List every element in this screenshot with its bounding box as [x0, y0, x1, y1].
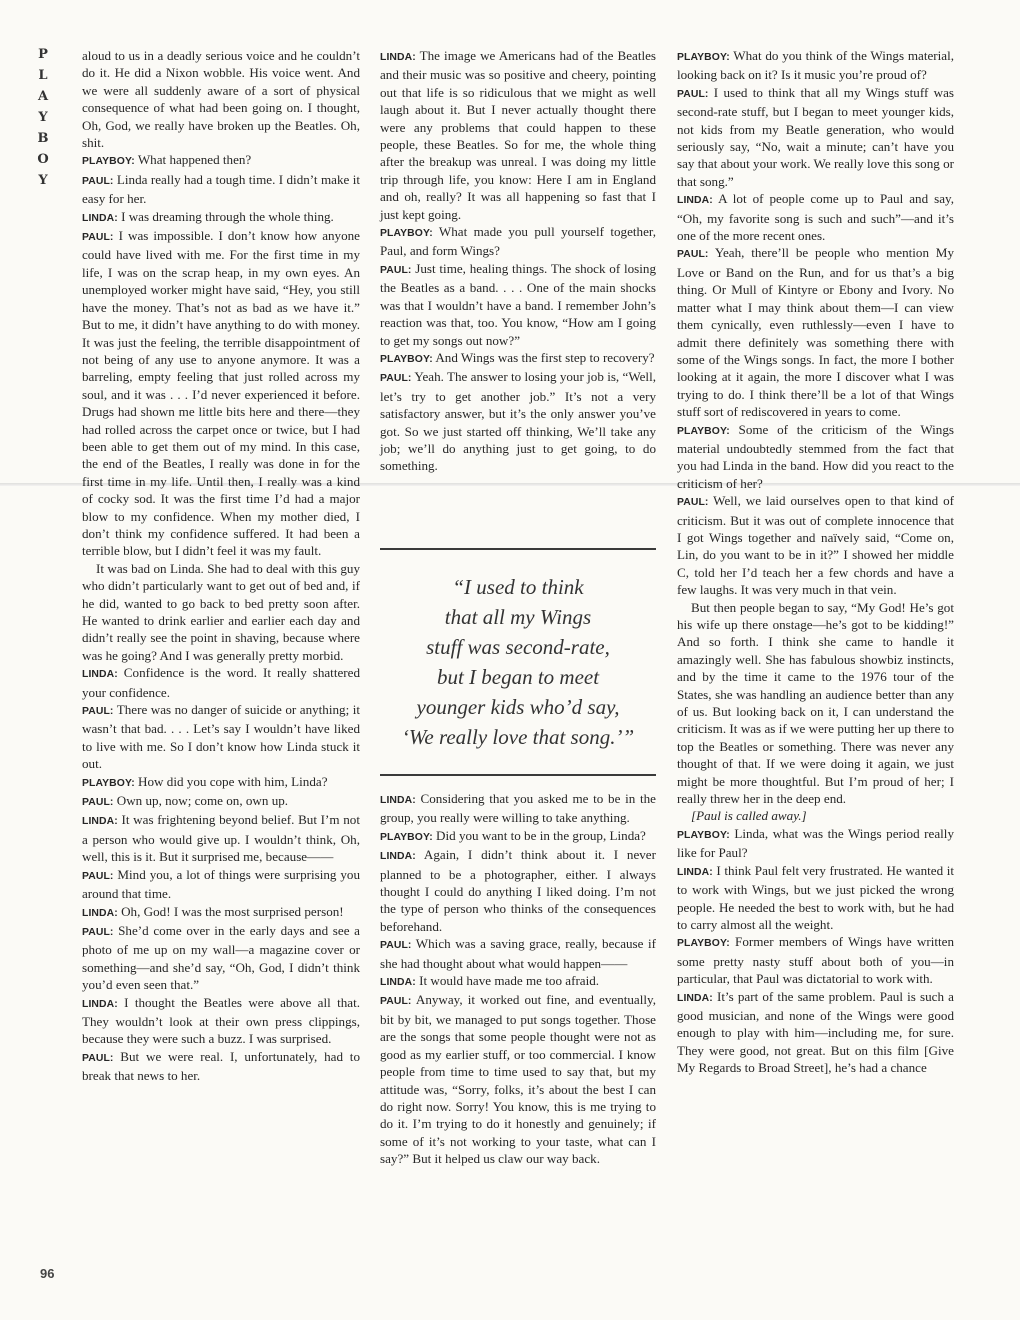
paragraph-text: There was no danger of suicide or anything; it wasn’t that bad. . . . Let’s say I wouldn’t have liked to live with me. So I don’t know how Linda stuck it out.	[82, 702, 360, 772]
paragraph-text: It’s part of the same problem. Paul is such a good musician, and none of the Wings were good enough to play with him—including me, for sure. They were good, not great. But on this film [Give My Regards to Broad Street], he’s had a chance	[677, 988, 954, 1076]
interview-paragraph	[380, 790, 656, 827]
column-2-top	[380, 47, 656, 475]
speaker-label: PAUL:	[82, 870, 114, 882]
interview-paragraph	[82, 208, 360, 227]
paragraph-text: I was dreaming through the whole thing.	[121, 208, 334, 224]
paragraph-text: Former members of Wings have written some pretty nasty stuff about both of you—in particular, that Paul was dictatorial to work with.	[677, 934, 954, 987]
paragraph-text: The image we Americans had of the Beatles and their music was so positive and cheery, pointing out that life is so ridiculous that we might as well laugh about it. But I never actually thought there were any problems that could happen to these people, these Beatles. So for me, the whole thing after the breakup was unreal. I was doing my little trip through life, you know: Here I am in England and oh, really? It was all happening so fast that I just kept going.	[380, 48, 656, 222]
paragraph-text: Confidence is the word. It really shattered your confidence.	[82, 665, 360, 700]
interview-paragraph	[82, 560, 360, 664]
interview-paragraph	[677, 244, 954, 420]
speaker-label: LINDA:	[677, 866, 713, 878]
speaker-label: PLAYBOY:	[380, 831, 433, 843]
interview-paragraph	[380, 260, 656, 349]
speaker-label: PAUL:	[82, 797, 114, 809]
paragraph-text: [Paul is called away.]	[691, 808, 807, 824]
column-1	[82, 47, 360, 1085]
interview-paragraph	[82, 151, 360, 170]
paragraph-text: Yeah. The answer to losing your job is, “Well, let’s try to get another job.” It’s not a very satisfactory answer, but it’s the only answer you’ve got. So we just started off thinking, We’ll take any job; we’ll do anything just to get going, to do something.	[380, 369, 656, 474]
interview-paragraph	[380, 349, 656, 368]
paragraph-text: I thought the Beatles were above all that. They wouldn’t look at their own press clippings, because they were such a buzz. I was surprised.	[82, 994, 360, 1047]
paragraph-text: It would have made me too afraid.	[419, 973, 600, 989]
pull-quote	[380, 548, 656, 776]
speaker-label: PAUL:	[380, 264, 412, 276]
interview-paragraph	[380, 935, 656, 972]
interview-paragraph	[380, 827, 656, 846]
interview-paragraph	[677, 84, 954, 190]
paragraph-text: I think Paul felt very frustrated. He wanted it to work with Wings, but we just picked the wrong people. He needed the best to work with, but he had to carry almost all the weight.	[677, 862, 954, 932]
speaker-label: PLAYBOY:	[82, 156, 135, 168]
interview-paragraph	[677, 933, 954, 987]
magazine-name-letter: A	[37, 89, 49, 104]
pull-quote-line: “I used to think	[452, 575, 584, 599]
speaker-label: LINDA:	[380, 851, 416, 863]
pull-quote-line: but I began to meet	[436, 665, 600, 689]
paragraph-text: Linda, what was the Wings period really like for Paul?	[677, 825, 954, 861]
paragraph-text: Own up, now; come on, own up.	[116, 793, 289, 809]
interview-paragraph	[82, 664, 360, 701]
speaker-label: LINDA:	[82, 907, 118, 919]
paragraph-text: Did you want to be in the group, Linda?	[436, 827, 646, 843]
interview-paragraph	[677, 599, 954, 808]
paragraph-text: A lot of people come up to Paul and say, “Oh, my favorite song is such and such”—and it’s one of the more recent ones.	[677, 191, 954, 244]
interview-paragraph	[677, 492, 954, 598]
paragraph-text: What made you pull yourself together, Paul, and form Wings?	[380, 224, 656, 259]
speaker-label: PAUL:	[82, 1052, 114, 1064]
paragraph-text: Linda really had a tough time. I didn’t make it easy for her.	[82, 171, 360, 207]
magazine-name-letter: Y	[38, 173, 48, 188]
pull-quote-line: ‘We really love that song.’”	[401, 725, 635, 749]
paragraph-text: aloud to us in a deadly serious voice and he couldn’t do it. He did a Nixon wobble. His voice went. And we were all suddenly aware of a sort of physical consequence of what had been going on. I thought, Oh, God, we really have broken up the Beatles. Oh, shit.	[82, 48, 360, 151]
paragraph-text: What happened then?	[137, 152, 252, 168]
interview-paragraph	[82, 811, 360, 865]
interview-paragraph	[82, 227, 360, 560]
speaker-label: PLAYBOY:	[677, 425, 730, 437]
paragraph-text: She’d come over in the early days and see a photo of me up on my wall—a magazine cover or something—and she’d say, “Oh, God, I didn’t think you’d even seen that.”	[82, 922, 360, 993]
speaker-label: PAUL:	[677, 88, 709, 100]
interview-paragraph	[380, 972, 656, 991]
magazine-name-letter: Y	[38, 110, 48, 125]
interview-paragraph	[82, 171, 360, 208]
speaker-label: PAUL:	[380, 996, 412, 1008]
paragraph-text: What do you think of the Wings material, looking back on it? Is it music you’re proud of?	[677, 48, 954, 83]
paragraph-text: But then people began to say, “My God! He’s got his wife up there onstage—he’s got to be kidding!” And so forth. I think she came to handle it amazingly well. She has fabulous showbiz instincts, and by the time it came to the 1976 tour of the States, she was handling an audience better than any of us. But looking back on it, I can understand the criticism. It was as if we were putting her up there to top the Beatles or something. There was never any thought of that. If we were doing it again, we just might be more thoughtful. But I’m proud of her; I really threw her in the deep end.	[677, 599, 954, 807]
interview-paragraph	[380, 368, 656, 474]
interview-paragraph	[677, 862, 954, 934]
paragraph-text: But we were real. I, unfortunately, had to break that news to her.	[82, 1048, 360, 1084]
paragraph-text: Some of the criticism of the Wings material undoubtedly stemmed from the fact that you had Linda in the band. How did you react to the criticism of her?	[677, 421, 954, 491]
paragraph-text: And Wings was the first step to recovery?	[435, 349, 655, 365]
interview-paragraph	[82, 1048, 360, 1085]
speaker-label: LINDA:	[380, 795, 416, 806]
paragraph-text: Oh, God! I was the most surprised person!	[121, 903, 344, 919]
interview-paragraph	[82, 994, 360, 1048]
paragraph-text: Anyway, it worked out fine, and eventually, bit by bit, we managed to put songs together. Those are the songs that some people thought were not as good as my earlier stuff, or too commercial. I know people from time to time used to say that, but my attitude was, “Sorry, folks, it’s about the best I can do right now. Sorry! You know, this is me trying to do it. I’m trying to do it honestly and genuinely; if some of it’s not working to your taste, what can I say?” But it helped us claw our way back.	[380, 992, 656, 1167]
speaker-label: LINDA:	[677, 992, 713, 1004]
interview-paragraph	[677, 988, 954, 1077]
speaker-label: PLAYBOY:	[677, 829, 730, 841]
speaker-label: LINDA:	[380, 977, 416, 989]
pull-quote-line: stuff was second-rate,	[426, 635, 610, 659]
column-2-bottom	[380, 790, 656, 1168]
paragraph-text: Yeah, there’ll be people who mention My Love or Band on the Run, and for us that’s a big thing. Or Mull of Kintyre or Ebony and Ivory. No matter what I may think about them—I can view them cynically, even ruthlessly—even I have to admit there definitely was something there with some of the Wings songs. In fact, the more I bother looking at it again, the more I discover what I was trying to do. I think there’ll be a lot of that Wings stuff sort of rediscovered in years to come.	[677, 245, 954, 420]
interview-paragraph	[380, 991, 656, 1167]
magazine-name-letter: L	[38, 68, 48, 83]
paragraph-text: Well, we laid ourselves open to that kind of criticism. But it was out of complete innocence that I got Wings together and naïvely said, “Come on, Lin, do you want to be in it?” I showed her middle C, told her I’d teach her a few chords and have a few laughs. It was very much in that vein.	[677, 493, 954, 598]
paragraph-text: Which was a saving grace, really, because if she had thought about what would happen——	[380, 936, 656, 971]
speaker-label: PAUL:	[677, 249, 709, 261]
page-number: 96	[40, 1266, 55, 1281]
paragraph-text: It was bad on Linda. She had to deal with this guy who didn’t particularly want to get out of bed and, if he did, wanted to go back to bed pretty soon after. He wanted to drink earlier and earlier each day and didn’t really see the point in shaving, because where was he going? And I was generally pretty morbid.	[82, 560, 360, 663]
magazine-name-letter: P	[38, 47, 48, 62]
paragraph-text: Considering that you asked me to be in the group, you really were willing to take anything.	[380, 791, 656, 826]
interview-paragraph	[677, 47, 954, 84]
speaker-label: LINDA:	[82, 212, 118, 224]
speaker-label: PLAYBOY:	[677, 52, 730, 63]
paragraph-text: Just time, healing things. The shock of losing the Beatles as a band. . . . One of the main shocks was that I wouldn’t have a band. I remember John’s reaction was that, too. You know, “How am I going to get my songs out now?”	[380, 260, 656, 348]
speaker-label: PLAYBOY:	[380, 353, 433, 365]
paragraph-text: How did you cope with him, Linda?	[138, 773, 328, 789]
paragraph-text: Mind you, a lot of things were surprising you around that time.	[82, 866, 361, 902]
paragraph-text: Again, I didn’t think about it. I never planned to be a photographer, either. I always thought I could do anything I liked doing. I’m not the type of person who thinks of the consequences beforehand.	[380, 847, 656, 934]
interview-paragraph	[82, 866, 360, 903]
speaker-label: PLAYBOY:	[677, 938, 730, 950]
interview-paragraph	[677, 421, 954, 493]
interview-paragraph	[82, 773, 360, 792]
speaker-label: PAUL:	[82, 926, 114, 938]
interview-paragraph	[82, 701, 360, 773]
speaker-label: PAUL:	[677, 497, 709, 509]
speaker-label: PAUL:	[380, 373, 412, 385]
magazine-name-vertical	[28, 44, 58, 191]
speaker-label: LINDA:	[82, 669, 118, 681]
interview-paragraph	[82, 792, 360, 811]
speaker-label: PAUL:	[82, 706, 114, 718]
interview-paragraph	[82, 922, 360, 994]
speaker-label: PLAYBOY:	[380, 228, 433, 240]
interview-paragraph	[677, 190, 954, 244]
speaker-label: LINDA:	[677, 195, 713, 207]
paragraph-text: I used to think that all my Wings stuff was second-rate stuff, but I began to meet younger kids, not kids from my Beatle generation, who would seriously say, “No, wait a minute; can’t have you say that about your work. We really love this song or that song.”	[677, 84, 954, 189]
paragraph-text: It was frightening beyond belief. But I’m not a person who would give up. I wouldn’t think, Oh, well, this is it. But it surprised me, because——	[82, 812, 360, 865]
magazine-name-letter: O	[37, 152, 49, 167]
pull-quote-line: that all my Wings	[444, 605, 592, 629]
interview-paragraph	[82, 903, 360, 922]
column-3	[677, 47, 954, 1077]
speaker-label: LINDA:	[82, 998, 118, 1010]
paragraph-text: I was impossible. I don’t know how anyone could have lived with me. For the first time in my life, I was on the scrap heap, in my own eyes. An unemployed worker might have said, “Hey, you still have the money. That’s not as bad as we have it.” But to me, it didn’t have anything to do with money. It was just the feeling, the terrible disappointment of not being of any use to anyone anymore. It was a barreling, empty feeling that just rolled across my soul, and it was . . . I’d never experienced it before. Drugs had shown me little bits here and there—they had rolled across the carpet once or twice, but I had been able to get them out of my mind. In this case, the end of the Beatles, I really was done in for the first time in my life. Until then, I really was a kind of cocky sod. It was the first time I’d had a major blow to my confidence. When my mother died, I don’t think my confidence suffered. It had been a terrible blow, but I didn’t feel it was my fault.	[82, 228, 360, 559]
interview-paragraph	[677, 807, 954, 824]
interview-paragraph	[380, 223, 656, 260]
speaker-label: PLAYBOY:	[82, 777, 135, 789]
interview-paragraph	[380, 846, 656, 935]
interview-paragraph	[380, 47, 656, 223]
speaker-label: LINDA:	[82, 816, 118, 828]
speaker-label: PAUL:	[82, 175, 114, 187]
speaker-label: PAUL:	[380, 940, 412, 952]
interview-paragraph	[82, 47, 360, 151]
speaker-label: PAUL:	[82, 232, 114, 244]
pull-quote-line: younger kids who’d say,	[416, 695, 620, 719]
magazine-name-letter: B	[37, 131, 49, 146]
interview-paragraph	[677, 825, 954, 862]
speaker-label: LINDA:	[380, 52, 416, 63]
